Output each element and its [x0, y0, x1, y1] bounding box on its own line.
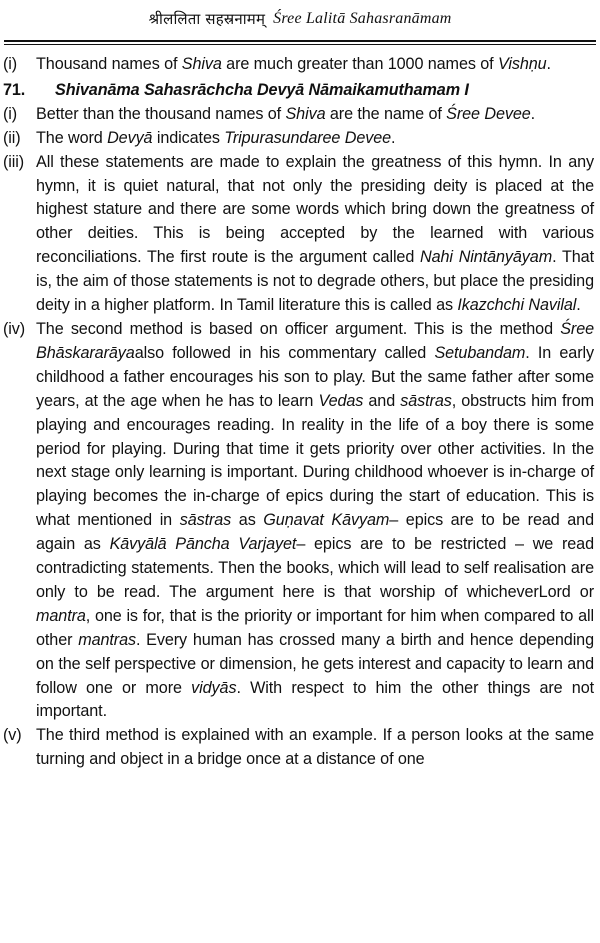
italic-term: mantra: [36, 606, 86, 625]
text-run: .: [391, 128, 396, 147]
header-rule-thick: [4, 40, 596, 42]
text-run: Shivanāma Sahasrāchcha Devyā Nāmaikamuthamam I: [55, 80, 469, 99]
text-run: .: [546, 55, 551, 73]
italic-term: Guṇavat Kāvyam: [263, 511, 390, 530]
item-marker: (i): [3, 55, 18, 73]
text-run: The second method is based on officer argument. This is the method: [36, 319, 561, 338]
list-item: [0, 127, 600, 151]
list-item: [0, 724, 600, 772]
text-run: indicates: [152, 128, 225, 147]
italic-term: Vishṇu: [497, 55, 547, 73]
text-run: . In early childhood a father encourages his son to play. But the same father after some years, at the age when he has to learn: [36, 343, 594, 410]
text-run: Better than the thousand names of: [36, 104, 286, 123]
item-marker: (v): [3, 726, 22, 745]
text-run: .: [576, 296, 581, 315]
header-english-title: Śree Lalitā Sahasranāmam: [273, 10, 452, 27]
item-marker: (iv): [3, 319, 26, 338]
italic-term: sāstras: [179, 511, 232, 530]
item-marker: 71.: [3, 80, 26, 99]
italic-term: Tripurasundaree Devee: [224, 128, 392, 147]
text-run: All these statements are made to explain the greatness of this hymn. In any hymn, it is quiet natural, that not only the presiding deity is placed at the highest stature and there are some words which bring down the greatness of other deities. This is being accepted by the learned with various reconciliations. The first route is the argument called: [36, 152, 594, 267]
item-text: [36, 53, 600, 77]
italic-term: Ikazchchi Navilal: [457, 296, 577, 315]
text-run: are the name of: [325, 104, 447, 123]
text-run: , one is for, that is the priority or important for him when compared to all other: [36, 606, 594, 649]
text-run: as: [231, 511, 264, 530]
italic-term: mantras: [78, 630, 136, 649]
body-text: [0, 53, 600, 772]
italic-term: Vedas: [318, 391, 364, 410]
list-item: [0, 103, 600, 127]
item-text: [36, 318, 600, 724]
item-text: [36, 103, 600, 127]
text-run: – epics are to be restricted – we read contradicting statements. Then the books, which will lead to self realisation are only to be read. The argument here is that worship of whicheverLord or: [36, 535, 594, 601]
text-run: – epics are to be read and again as: [36, 511, 594, 554]
section-heading-text: [55, 79, 600, 103]
item-marker: (i): [3, 104, 18, 123]
italic-term: Śree Bhāskararāya: [36, 319, 594, 362]
text-run: Thousand names of: [36, 55, 182, 73]
item-text: [36, 151, 600, 318]
italic-term: Śree Devee: [446, 104, 531, 123]
item-text: [36, 724, 600, 772]
italic-term: Kāvyālā Pāncha Varjayet: [109, 535, 297, 554]
list-item: [0, 151, 600, 318]
header-rule-thin: [4, 44, 596, 45]
text-run: The word: [36, 128, 108, 147]
list-item: [0, 318, 600, 724]
text-run: are much greater than 1000 names of: [221, 55, 498, 73]
italic-term: Shiva: [181, 55, 222, 73]
italic-term: vidyās: [191, 678, 237, 697]
item-text: [36, 127, 600, 151]
list-item: [0, 53, 600, 77]
item-marker: (ii): [3, 128, 21, 147]
header-sanskrit-title: श्रीललिता सहस्रनामम्: [148, 10, 266, 28]
section-heading: [0, 79, 600, 103]
text-run: The third method is explained with an example. If a person looks at the same turning and object in a bridge once at a distance of one: [36, 726, 594, 769]
italic-term: Setubandam: [434, 343, 526, 362]
text-run: . With respect to him the other things are not important.: [36, 678, 594, 721]
text-run: . Every human has crossed many a birth and hence depending on the self perspective or dimension, he gets interest and capacity to learn and follow one or more: [36, 630, 594, 697]
text-run: .: [530, 104, 536, 123]
italic-term: Nahi Nintānyāyam: [420, 248, 553, 267]
running-header: [0, 0, 600, 38]
text-run: and: [363, 391, 401, 410]
italic-term: Shiva: [285, 104, 326, 123]
text-run: . That is, the aim of those statements is not to degrade others, but place the presiding deity in a higher platform. In Tamil literature this is called as: [36, 248, 594, 315]
item-marker: (iii): [3, 152, 25, 171]
italic-term: Devyā: [107, 128, 153, 147]
text-run: also followed in his commentary called: [134, 343, 435, 362]
italic-term: sāstras: [400, 391, 452, 410]
text-run: , obstructs him from playing and encourages reading. In reality in the life of a boy there is some period for playing. During that time it gets priority over other activities. In the next stage only learning is important. During childhood whoever is in-charge of playing becomes the in-charge of epics during the start of education. This is what mentioned in: [36, 391, 595, 530]
